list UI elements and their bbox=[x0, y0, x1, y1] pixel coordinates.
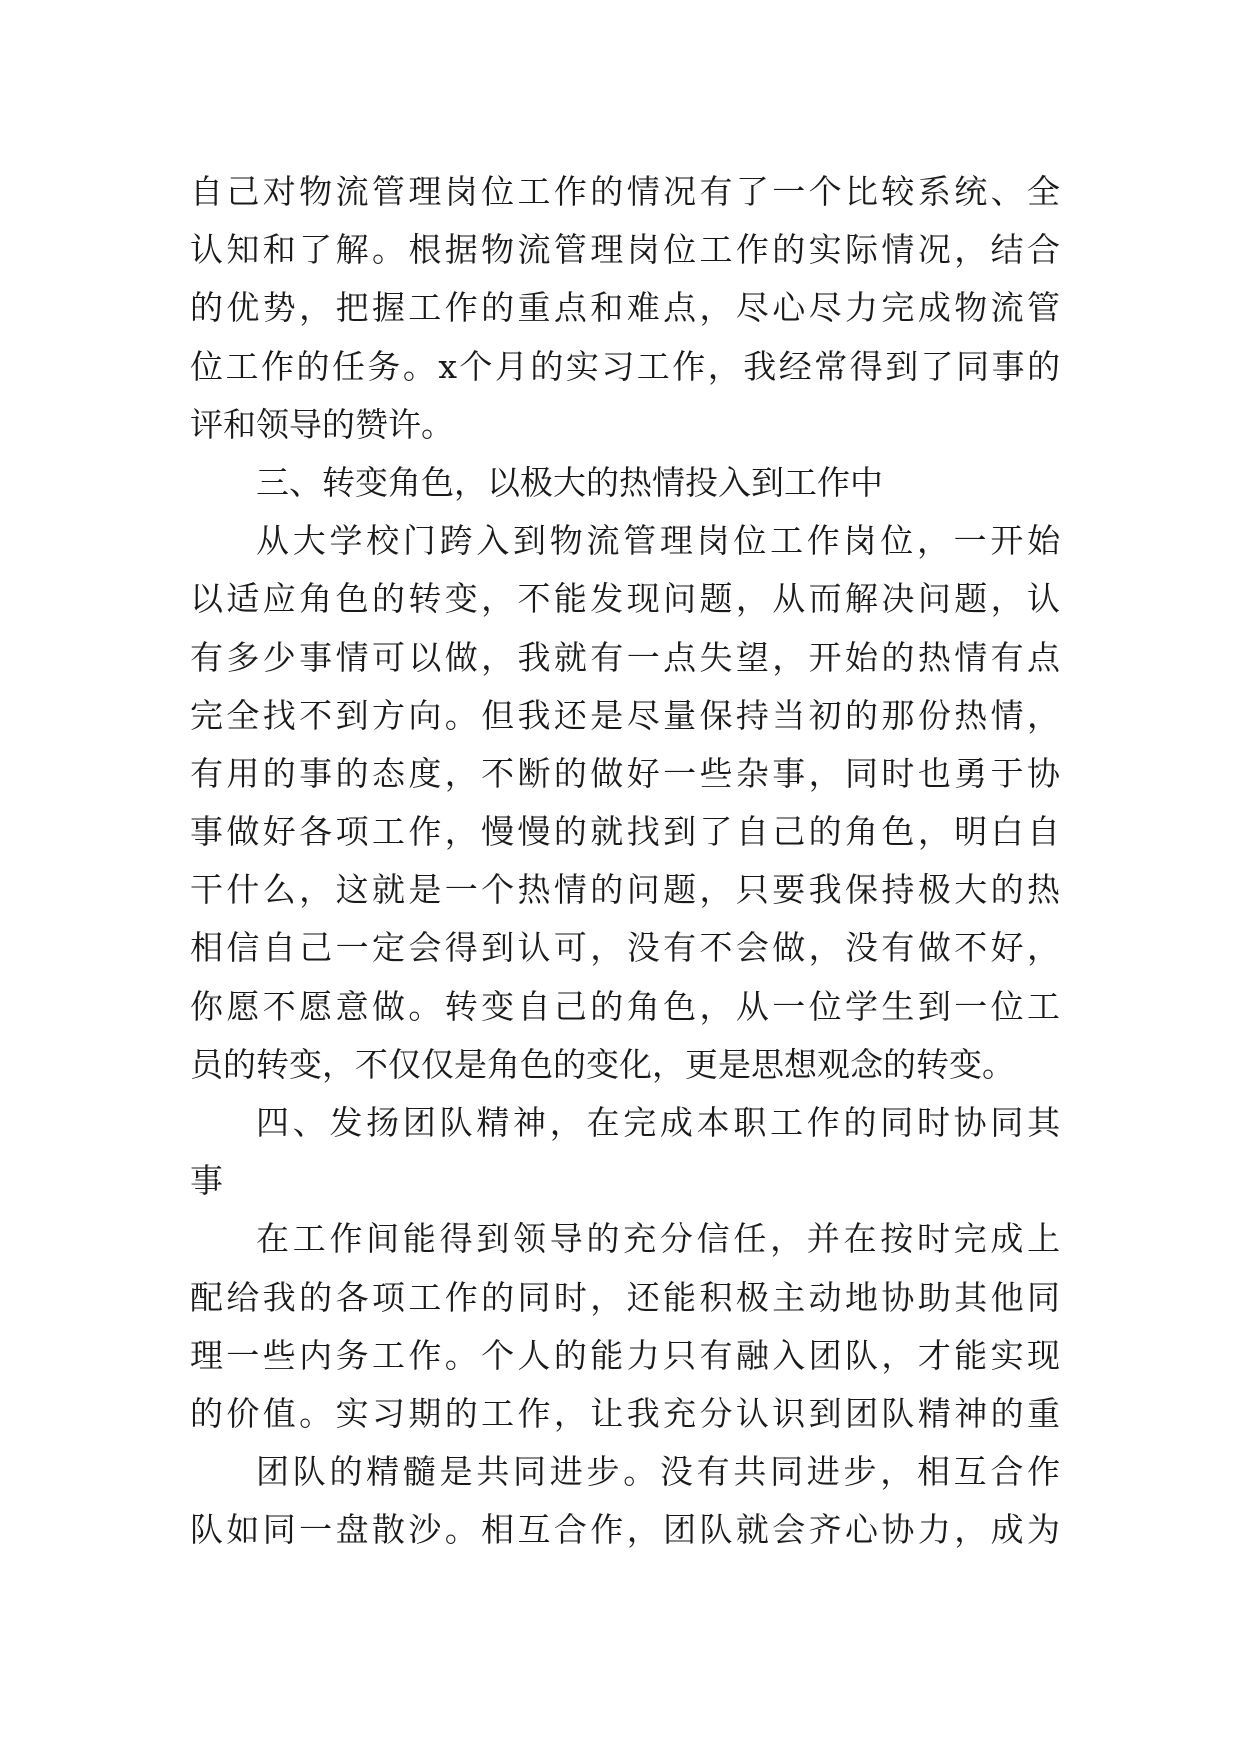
text-line: 从 大 学 校 门 跨 入 到 物 流 管 理 岗 位 工 作 岗 位 ， 一 开 始 bbox=[256, 521, 1060, 561]
text-line: 事 做 好 各 项 工 作 ， 慢 慢 的 就 找 到 了 自 己 的 角 色 ， 明 白 自 bbox=[190, 812, 1060, 852]
text-line: 在 工 作 间 能 得 到 领 导 的 充 分 信 任 ， 并 在 按 时 完 成 上 bbox=[256, 1219, 1060, 1259]
text-line: 有 多 少 事 情 可 以 做 ， 我 就 有 一 点 失 望 ， 开 始 的 热 情 有 点 bbox=[190, 637, 1060, 677]
text-line: 的 优 势 ， 把 握 工 作 的 重 点 和 难 点 ， 尽 心 尽 力 完 成 物 流 管 bbox=[190, 288, 1060, 328]
text-line: 完 全 找 不 到 方 向 。 但 我 还 是 尽 量 保 持 当 初 的 那 份 热 情 ， bbox=[190, 695, 1060, 735]
text-line: 员的转变，不仅仅是角色的变化，更是思想观念的转变。 bbox=[190, 1044, 1015, 1084]
text-line: 团 队 的 精 髓 是 共 同 进 步 。 没 有 共 同 进 步 ， 相 互 合 作 bbox=[256, 1452, 1060, 1492]
text-line: 以 适 应 角 色 的 转 变 ， 不 能 发 现 问 题 ， 从 而 解 决 问 题 ， 认 bbox=[190, 579, 1060, 619]
text-line: 的 价 值 。 实 习 期 的 工 作 ， 让 我 充 分 认 识 到 团 队 精 神 的 重 bbox=[190, 1393, 1060, 1433]
text-line: 位 工 作 的 任 务 。 x 个 月 的 实 习 工 作 ， 我 经 常 得 到 了 同 事 的 bbox=[190, 346, 1060, 386]
text-line: 认 知 和 了 解 。 根 据 物 流 管 理 岗 位 工 作 的 实 际 情 况 ， 结 合 bbox=[190, 230, 1060, 270]
text-line: 配 给 我 的 各 项 工 作 的 同 时 ， 还 能 积 极 主 动 地 协 助 其 他 同 bbox=[190, 1277, 1060, 1317]
text-line: 三、转变角色，以极大的热情投入到工作中 bbox=[256, 462, 883, 502]
text-line: 四 、 发 扬 团 队 精 神 ， 在 完 成 本 职 工 作 的 同 时 协 同 其 bbox=[256, 1103, 1060, 1142]
text-line: 理 一 些 内 务 工 作 。 个 人 的 能 力 只 有 融 入 团 队 ， 才 能 实 现 bbox=[190, 1335, 1060, 1375]
body-text bbox=[190, 163, 1060, 1560]
text-line: 有 用 的 事 的 态 度 ， 不 断 的 做 好 一 些 杂 事 ， 同 时 也 勇 于 协 bbox=[190, 753, 1060, 793]
text-line: 评和领导的赞许。 bbox=[190, 404, 454, 444]
text-line: 干 什 么 ， 这 就 是 一 个 热 情 的 问 题 ， 只 要 我 保 持 极 大 的 热 bbox=[190, 870, 1060, 910]
text-line: 事 bbox=[190, 1161, 223, 1201]
text-line: 自 己 对 物 流 管 理 岗 位 工 作 的 情 况 有 了 一 个 比 较 系 统 、 全 bbox=[190, 172, 1060, 211]
text-line: 相 信 自 己 一 定 会 得 到 认 可 ， 没 有 不 会 做 ， 没 有 做 不 好 ， bbox=[190, 928, 1060, 968]
text-line: 你 愿 不 愿 意 做 。 转 变 自 己 的 角 色 ， 从 一 位 学 生 到 一 位 工 bbox=[190, 986, 1060, 1026]
text-line: 队 如 同 一 盘 散 沙 。 相 互 合 作 ， 团 队 就 会 齐 心 协 力 ， 成 为 bbox=[190, 1510, 1060, 1550]
